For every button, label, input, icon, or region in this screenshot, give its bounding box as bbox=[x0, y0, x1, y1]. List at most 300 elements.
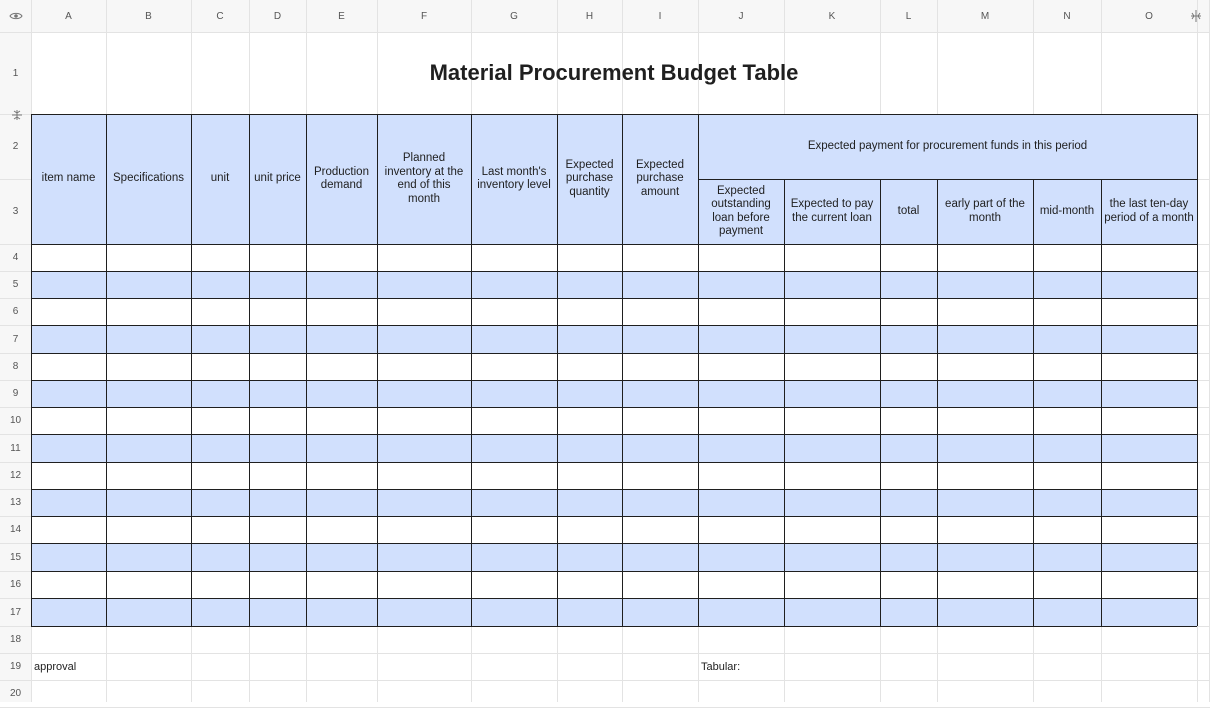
row-header-12[interactable]: 12 bbox=[9, 470, 22, 481]
table-cell[interactable] bbox=[31, 462, 106, 489]
eye-icon[interactable] bbox=[0, 0, 31, 32]
table-cell[interactable] bbox=[31, 598, 106, 626]
table-cell[interactable] bbox=[377, 516, 471, 543]
table-border-vertical bbox=[784, 179, 785, 626]
table-border-vertical bbox=[698, 114, 699, 626]
table-cell[interactable] bbox=[557, 380, 622, 407]
column-header-d[interactable]: D bbox=[273, 10, 282, 22]
table-cell[interactable] bbox=[1101, 380, 1197, 407]
table-cell[interactable] bbox=[937, 598, 1033, 626]
table-cell[interactable] bbox=[557, 571, 622, 598]
table-cell[interactable] bbox=[937, 516, 1033, 543]
table-cell[interactable] bbox=[1033, 434, 1101, 462]
table-cell[interactable] bbox=[937, 407, 1033, 434]
table-cell[interactable] bbox=[306, 407, 377, 434]
table-cell[interactable] bbox=[471, 543, 557, 571]
table-cell[interactable] bbox=[249, 244, 306, 271]
header-production-demand[interactable]: Production demand bbox=[306, 114, 377, 244]
column-header-j[interactable]: J bbox=[738, 10, 744, 22]
table-cell[interactable] bbox=[698, 271, 784, 298]
table-cell[interactable] bbox=[377, 353, 471, 380]
row-header-20[interactable]: 20 bbox=[9, 688, 22, 699]
header-total[interactable]: total bbox=[880, 179, 937, 244]
table-cell[interactable] bbox=[937, 462, 1033, 489]
gridline-horizontal bbox=[0, 680, 1210, 681]
table-cell[interactable] bbox=[622, 380, 698, 407]
table-border-horizontal bbox=[31, 434, 1197, 435]
header-expected-to-pay[interactable]: Expected to pay the current loan bbox=[784, 179, 880, 244]
table-cell[interactable] bbox=[106, 543, 191, 571]
table-cell[interactable] bbox=[784, 516, 880, 543]
table-cell[interactable] bbox=[191, 571, 249, 598]
table-cell[interactable] bbox=[622, 571, 698, 598]
table-cell[interactable] bbox=[249, 434, 306, 462]
table-border-vertical bbox=[622, 114, 623, 626]
table-cell[interactable] bbox=[377, 571, 471, 598]
table-cell[interactable] bbox=[31, 353, 106, 380]
column-header-a[interactable]: A bbox=[65, 10, 72, 22]
table-cell[interactable] bbox=[106, 407, 191, 434]
table-border-horizontal bbox=[31, 543, 1197, 544]
column-header-i[interactable]: I bbox=[658, 10, 662, 22]
table-cell[interactable] bbox=[191, 598, 249, 626]
table-cell[interactable] bbox=[622, 407, 698, 434]
table-border-horizontal bbox=[698, 179, 1197, 180]
table-cell[interactable] bbox=[1101, 434, 1197, 462]
table-cell[interactable] bbox=[698, 489, 784, 516]
table-cell[interactable] bbox=[106, 298, 191, 325]
table-cell[interactable] bbox=[249, 271, 306, 298]
table-cell[interactable] bbox=[622, 271, 698, 298]
table-border-vertical bbox=[249, 114, 250, 626]
row-header-14[interactable]: 14 bbox=[9, 524, 22, 535]
row-header-17[interactable]: 17 bbox=[9, 606, 22, 618]
table-cell[interactable] bbox=[937, 244, 1033, 271]
table-cell[interactable] bbox=[1101, 325, 1197, 353]
table-cell[interactable] bbox=[306, 543, 377, 571]
row-header-7[interactable]: 7 bbox=[12, 333, 19, 345]
table-cell[interactable] bbox=[557, 516, 622, 543]
table-cell[interactable] bbox=[557, 407, 622, 434]
table-cell[interactable] bbox=[1033, 380, 1101, 407]
table-cell[interactable] bbox=[880, 434, 937, 462]
table-cell[interactable] bbox=[31, 407, 106, 434]
table-cell[interactable] bbox=[880, 543, 937, 571]
table-border-horizontal bbox=[31, 407, 1197, 408]
row-header-9[interactable]: 9 bbox=[12, 388, 19, 399]
table-cell[interactable] bbox=[31, 516, 106, 543]
table-cell[interactable] bbox=[784, 298, 880, 325]
table-cell[interactable] bbox=[1101, 462, 1197, 489]
table-cell[interactable] bbox=[249, 543, 306, 571]
table-cell[interactable] bbox=[471, 489, 557, 516]
table-cell[interactable] bbox=[557, 244, 622, 271]
table-cell[interactable] bbox=[880, 571, 937, 598]
table-cell[interactable] bbox=[31, 434, 106, 462]
table-cell[interactable] bbox=[622, 516, 698, 543]
table-cell[interactable] bbox=[249, 380, 306, 407]
row-header-1[interactable]: 1 bbox=[12, 67, 19, 79]
table-cell[interactable] bbox=[880, 244, 937, 271]
table-cell[interactable] bbox=[557, 353, 622, 380]
table-cell[interactable] bbox=[31, 380, 106, 407]
table-cell[interactable] bbox=[557, 434, 622, 462]
table-cell[interactable] bbox=[249, 325, 306, 353]
table-cell[interactable] bbox=[698, 244, 784, 271]
table-border-horizontal bbox=[31, 325, 1197, 326]
table-cell[interactable] bbox=[1033, 489, 1101, 516]
table-cell[interactable] bbox=[306, 462, 377, 489]
table-cell[interactable] bbox=[880, 598, 937, 626]
table-cell[interactable] bbox=[377, 325, 471, 353]
table-border-horizontal bbox=[31, 244, 1197, 245]
table-cell[interactable] bbox=[306, 489, 377, 516]
table-cell[interactable] bbox=[31, 571, 106, 598]
header-expected-payment-group[interactable]: Expected payment for procurement funds in this period bbox=[698, 114, 1197, 179]
table-cell[interactable] bbox=[106, 434, 191, 462]
table-cell[interactable] bbox=[698, 516, 784, 543]
row-header-2[interactable]: 2 bbox=[12, 141, 19, 152]
table-cell[interactable] bbox=[784, 271, 880, 298]
table-cell[interactable] bbox=[377, 244, 471, 271]
table-border-horizontal bbox=[31, 571, 1197, 572]
table-cell[interactable] bbox=[937, 543, 1033, 571]
table-cell[interactable] bbox=[880, 325, 937, 353]
table-cell[interactable] bbox=[191, 489, 249, 516]
row-header-5[interactable]: 5 bbox=[12, 279, 19, 290]
table-border-vertical bbox=[306, 114, 307, 626]
table-cell[interactable] bbox=[1101, 571, 1197, 598]
table-cell[interactable] bbox=[377, 407, 471, 434]
column-header-m[interactable]: M bbox=[980, 10, 990, 22]
table-cell[interactable] bbox=[471, 462, 557, 489]
header-expected-purchase-amount[interactable]: Expected purchase amount bbox=[622, 114, 698, 244]
table-cell[interactable] bbox=[471, 380, 557, 407]
table-cell[interactable] bbox=[191, 298, 249, 325]
table-cell[interactable] bbox=[1101, 489, 1197, 516]
table-cell[interactable] bbox=[937, 298, 1033, 325]
table-cell[interactable] bbox=[1101, 244, 1197, 271]
freeze-columns-icon[interactable] bbox=[1188, 8, 1204, 24]
header-unit[interactable]: unit bbox=[191, 114, 249, 244]
column-header-o[interactable]: O bbox=[1145, 10, 1153, 22]
table-cell[interactable] bbox=[784, 598, 880, 626]
table-cell[interactable] bbox=[306, 598, 377, 626]
row-header-13[interactable]: 13 bbox=[9, 497, 22, 508]
row-header-16[interactable]: 16 bbox=[9, 579, 22, 590]
table-border-vertical bbox=[471, 114, 472, 626]
table-cell[interactable] bbox=[1101, 543, 1197, 571]
table-border-horizontal bbox=[31, 489, 1197, 490]
row-header-10[interactable]: 10 bbox=[9, 415, 22, 426]
table-cell[interactable] bbox=[937, 271, 1033, 298]
table-cell[interactable] bbox=[1101, 407, 1197, 434]
column-header-c[interactable]: C bbox=[216, 10, 224, 22]
table-cell[interactable] bbox=[1033, 516, 1101, 543]
table-cell[interactable] bbox=[106, 462, 191, 489]
table-border-vertical bbox=[880, 179, 881, 626]
table-cell[interactable] bbox=[191, 516, 249, 543]
table-cell[interactable] bbox=[880, 380, 937, 407]
table-cell[interactable] bbox=[106, 244, 191, 271]
header-planned-inventory[interactable]: Planned inventory at the end of this month bbox=[377, 114, 471, 244]
column-header-b[interactable]: B bbox=[145, 10, 152, 22]
table-cell[interactable] bbox=[249, 407, 306, 434]
table-cell[interactable] bbox=[784, 543, 880, 571]
table-cell[interactable] bbox=[377, 434, 471, 462]
table-cell[interactable] bbox=[31, 271, 106, 298]
table-cell[interactable] bbox=[471, 516, 557, 543]
table-cell[interactable] bbox=[1033, 244, 1101, 271]
table-cell[interactable] bbox=[191, 434, 249, 462]
column-header-n[interactable]: N bbox=[1063, 10, 1071, 22]
table-border-vertical bbox=[1033, 179, 1034, 626]
column-header-e[interactable]: E bbox=[338, 10, 345, 22]
table-cell[interactable] bbox=[1101, 598, 1197, 626]
table-cell[interactable] bbox=[191, 353, 249, 380]
table-cell[interactable] bbox=[306, 571, 377, 598]
table-border-horizontal bbox=[31, 626, 1197, 627]
table-cell[interactable] bbox=[937, 571, 1033, 598]
row-header-11[interactable]: 11 bbox=[10, 442, 21, 454]
row-header-4[interactable]: 4 bbox=[12, 252, 19, 263]
table-cell[interactable] bbox=[106, 325, 191, 353]
table-cell[interactable] bbox=[557, 462, 622, 489]
table-cell[interactable] bbox=[698, 407, 784, 434]
column-header-k[interactable]: K bbox=[828, 10, 836, 22]
row-header-6[interactable]: 6 bbox=[12, 306, 19, 317]
table-cell[interactable] bbox=[191, 380, 249, 407]
table-cell[interactable] bbox=[698, 462, 784, 489]
table-cell[interactable] bbox=[784, 462, 880, 489]
table-cell[interactable] bbox=[698, 434, 784, 462]
table-cell[interactable] bbox=[377, 489, 471, 516]
table-cell[interactable] bbox=[31, 298, 106, 325]
table-cell[interactable] bbox=[622, 489, 698, 516]
table-cell[interactable] bbox=[622, 462, 698, 489]
column-header-h[interactable]: H bbox=[585, 10, 594, 22]
table-cell[interactable] bbox=[1101, 298, 1197, 325]
table-cell[interactable] bbox=[784, 407, 880, 434]
table-cell[interactable] bbox=[191, 407, 249, 434]
header-expected-purchase-quantity[interactable]: Expected purchase quantity bbox=[557, 114, 622, 244]
table-cell[interactable] bbox=[249, 489, 306, 516]
table-border-vertical bbox=[106, 114, 107, 626]
table-cell[interactable] bbox=[377, 543, 471, 571]
table-cell[interactable] bbox=[1033, 462, 1101, 489]
table-cell[interactable] bbox=[377, 462, 471, 489]
header-last-month-inventory[interactable]: Last month's inventory level bbox=[471, 114, 557, 244]
header-mid-month[interactable]: mid-month bbox=[1033, 179, 1101, 244]
table-cell[interactable] bbox=[1033, 598, 1101, 626]
table-cell[interactable] bbox=[1101, 271, 1197, 298]
table-cell[interactable] bbox=[880, 353, 937, 380]
table-cell[interactable] bbox=[557, 271, 622, 298]
table-cell[interactable] bbox=[377, 271, 471, 298]
table-cell[interactable] bbox=[1033, 325, 1101, 353]
header-unit-price[interactable]: unit price bbox=[249, 114, 306, 244]
table-border-horizontal bbox=[31, 114, 1197, 115]
table-cell[interactable] bbox=[306, 244, 377, 271]
table-border-vertical bbox=[557, 114, 558, 626]
table-cell[interactable] bbox=[106, 598, 191, 626]
table-cell[interactable] bbox=[784, 353, 880, 380]
table-cell[interactable] bbox=[880, 489, 937, 516]
table-cell[interactable] bbox=[880, 298, 937, 325]
table-cell[interactable] bbox=[249, 353, 306, 380]
table-cell[interactable] bbox=[471, 598, 557, 626]
header-specifications[interactable]: Specifications bbox=[106, 114, 191, 244]
table-border-vertical bbox=[31, 114, 32, 626]
table-cell[interactable] bbox=[1033, 543, 1101, 571]
table-cell[interactable] bbox=[557, 325, 622, 353]
table-cell[interactable] bbox=[784, 244, 880, 271]
table-cell[interactable] bbox=[306, 271, 377, 298]
table-cell[interactable] bbox=[1101, 353, 1197, 380]
table-cell[interactable] bbox=[784, 434, 880, 462]
table-cell[interactable] bbox=[784, 325, 880, 353]
table-cell[interactable] bbox=[698, 298, 784, 325]
table-cell[interactable] bbox=[1101, 516, 1197, 543]
table-cell[interactable] bbox=[31, 543, 106, 571]
header-item-name[interactable]: item name bbox=[31, 114, 106, 244]
table-cell[interactable] bbox=[698, 598, 784, 626]
table-cell[interactable] bbox=[306, 516, 377, 543]
table-cell[interactable] bbox=[698, 571, 784, 598]
table-cell[interactable] bbox=[471, 571, 557, 598]
table-border-horizontal bbox=[31, 380, 1197, 381]
row-header-3[interactable]: 3 bbox=[12, 206, 19, 217]
table-cell[interactable] bbox=[106, 271, 191, 298]
column-header-l[interactable]: L bbox=[905, 10, 912, 22]
table-cell[interactable] bbox=[471, 244, 557, 271]
row-header-19[interactable]: 19 bbox=[9, 661, 22, 672]
table-cell[interactable] bbox=[698, 380, 784, 407]
tabular-label: Tabular: bbox=[701, 660, 741, 673]
table-border-horizontal bbox=[31, 271, 1197, 272]
table-cell[interactable] bbox=[1033, 571, 1101, 598]
table-cell[interactable] bbox=[249, 298, 306, 325]
header-early-part[interactable]: early part of the month bbox=[937, 179, 1033, 244]
table-cell[interactable] bbox=[377, 298, 471, 325]
table-cell[interactable] bbox=[698, 543, 784, 571]
table-border-horizontal bbox=[31, 516, 1197, 517]
table-cell[interactable] bbox=[1033, 407, 1101, 434]
table-cell[interactable] bbox=[937, 325, 1033, 353]
table-cell[interactable] bbox=[557, 543, 622, 571]
table-cell[interactable] bbox=[880, 271, 937, 298]
column-header-f[interactable]: F bbox=[420, 10, 428, 22]
table-cell[interactable] bbox=[622, 298, 698, 325]
table-cell[interactable] bbox=[1033, 353, 1101, 380]
table-cell[interactable] bbox=[557, 598, 622, 626]
table-border-horizontal bbox=[31, 462, 1197, 463]
table-cell[interactable] bbox=[622, 598, 698, 626]
column-header-g[interactable]: G bbox=[510, 10, 518, 22]
table-cell[interactable] bbox=[880, 462, 937, 489]
table-cell[interactable] bbox=[1033, 271, 1101, 298]
table-cell[interactable] bbox=[1033, 298, 1101, 325]
table-cell[interactable] bbox=[191, 325, 249, 353]
table-cell[interactable] bbox=[622, 434, 698, 462]
table-cell[interactable] bbox=[306, 298, 377, 325]
table-cell[interactable] bbox=[471, 353, 557, 380]
table-cell[interactable] bbox=[937, 489, 1033, 516]
table-cell[interactable] bbox=[377, 598, 471, 626]
table-cell[interactable] bbox=[191, 244, 249, 271]
table-cell[interactable] bbox=[471, 325, 557, 353]
table-cell[interactable] bbox=[557, 298, 622, 325]
table-cell[interactable] bbox=[191, 271, 249, 298]
table-cell[interactable] bbox=[698, 353, 784, 380]
table-cell[interactable] bbox=[622, 325, 698, 353]
row-header-15[interactable]: 15 bbox=[9, 551, 22, 563]
table-cell[interactable] bbox=[471, 271, 557, 298]
table-cell[interactable] bbox=[31, 244, 106, 271]
table-cell[interactable] bbox=[471, 298, 557, 325]
table-cell[interactable] bbox=[622, 543, 698, 571]
table-cell[interactable] bbox=[191, 462, 249, 489]
row-header-18[interactable]: 18 bbox=[9, 634, 22, 645]
table-cell[interactable] bbox=[471, 434, 557, 462]
table-cell[interactable] bbox=[557, 489, 622, 516]
table-cell[interactable] bbox=[249, 598, 306, 626]
table-cell[interactable] bbox=[31, 325, 106, 353]
table-border-vertical bbox=[1101, 179, 1102, 626]
table-cell[interactable] bbox=[106, 571, 191, 598]
table-cell[interactable] bbox=[306, 325, 377, 353]
approval-label: approval bbox=[34, 660, 77, 673]
table-cell[interactable] bbox=[471, 407, 557, 434]
table-cell[interactable] bbox=[622, 353, 698, 380]
freeze-rows-icon[interactable] bbox=[9, 108, 25, 122]
table-cell[interactable] bbox=[31, 489, 106, 516]
table-cell[interactable] bbox=[106, 380, 191, 407]
table-border-vertical bbox=[937, 179, 938, 626]
table-cell[interactable] bbox=[106, 516, 191, 543]
table-cell[interactable] bbox=[306, 380, 377, 407]
table-cell[interactable] bbox=[249, 462, 306, 489]
table-cell[interactable] bbox=[191, 543, 249, 571]
header-last-ten-day[interactable]: the last ten-day period of a month bbox=[1101, 179, 1197, 244]
table-border-vertical bbox=[191, 114, 192, 626]
table-cell[interactable] bbox=[249, 571, 306, 598]
table-border-horizontal bbox=[31, 598, 1197, 599]
table-cell[interactable] bbox=[106, 353, 191, 380]
table-cell[interactable] bbox=[880, 407, 937, 434]
table-cell[interactable] bbox=[937, 353, 1033, 380]
table-cell[interactable] bbox=[784, 489, 880, 516]
header-expected-outstanding[interactable]: Expected outstanding loan before payment bbox=[698, 179, 784, 244]
table-cell[interactable] bbox=[106, 489, 191, 516]
table-cell[interactable] bbox=[880, 516, 937, 543]
table-cell[interactable] bbox=[784, 571, 880, 598]
row-header-8[interactable]: 8 bbox=[12, 361, 19, 372]
table-cell[interactable] bbox=[377, 380, 471, 407]
table-cell[interactable] bbox=[306, 434, 377, 462]
page-title: Material Procurement Budget Table bbox=[429, 60, 799, 85]
gridline-horizontal bbox=[0, 653, 1210, 654]
table-cell[interactable] bbox=[249, 516, 306, 543]
table-cell[interactable] bbox=[937, 434, 1033, 462]
table-cell[interactable] bbox=[784, 380, 880, 407]
table-cell[interactable] bbox=[306, 353, 377, 380]
table-cell[interactable] bbox=[622, 244, 698, 271]
table-cell[interactable] bbox=[698, 325, 784, 353]
table-border-horizontal bbox=[31, 298, 1197, 299]
table-border-vertical bbox=[377, 114, 378, 626]
table-cell[interactable] bbox=[937, 380, 1033, 407]
